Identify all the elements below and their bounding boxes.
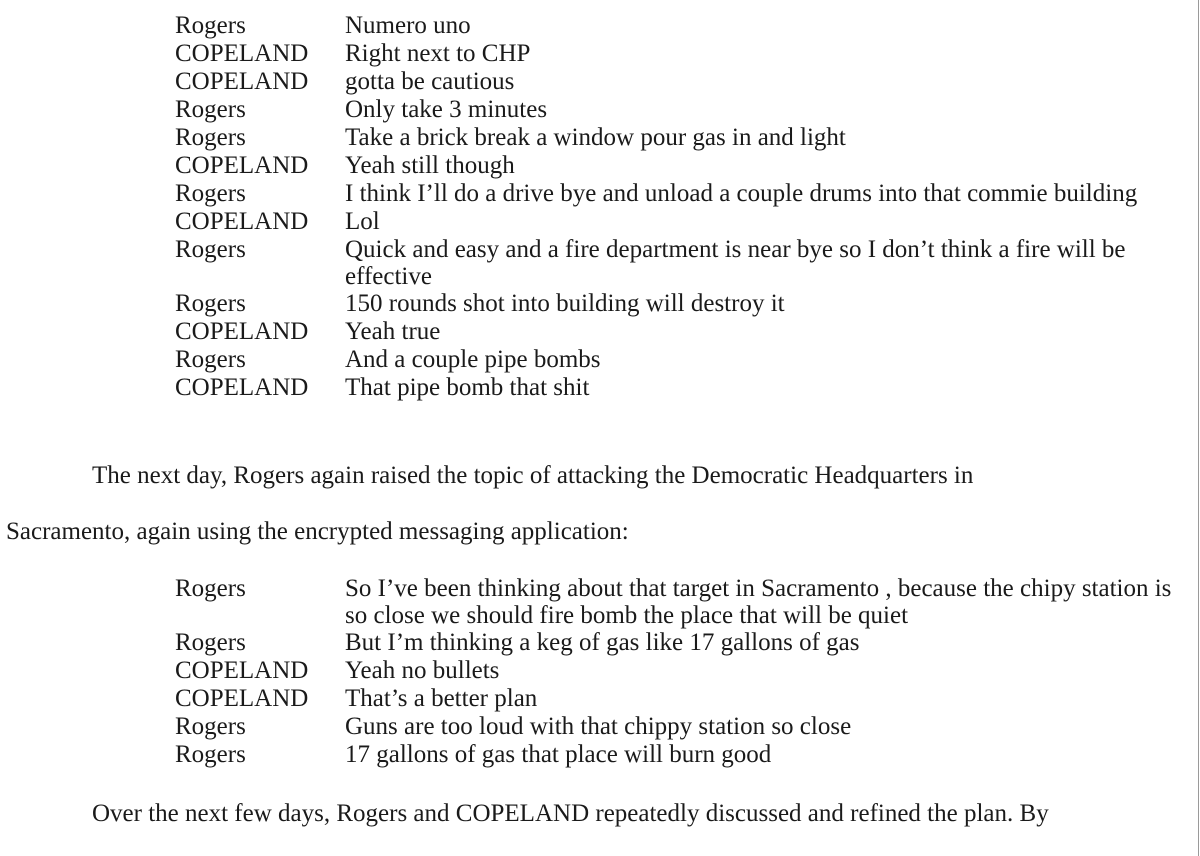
message-text: But I’m thinking a keg of gas like 17 gallons of gas	[345, 629, 860, 656]
speaker-name: Rogers	[175, 96, 246, 123]
message-text: Numero uno	[345, 12, 471, 39]
message-text: That pipe bomb that shit	[345, 374, 590, 401]
chat-message	[175, 208, 1175, 236]
paragraph-2-line-1: Over the next few days, Rogers and COPELAND repeatedly discussed and refined the plan. By	[92, 800, 1049, 827]
message-text: I think I’ll do a drive bye and unload a couple drums into that commie building	[345, 180, 1138, 207]
speaker-name: Rogers	[175, 12, 246, 39]
speaker-name: Rogers	[175, 180, 246, 207]
chat-message	[175, 290, 1175, 318]
chat-message	[175, 124, 1175, 152]
message-text: So I’ve been thinking about that target in Sacramento , because the chipy station is so close we should fire bomb the place that will be quiet	[345, 575, 1172, 629]
chat-message	[175, 68, 1175, 96]
speaker-name: Rogers	[175, 629, 246, 656]
chat-message	[175, 657, 1175, 685]
message-text: Yeah true	[345, 318, 441, 345]
speaker-name: Rogers	[175, 346, 246, 373]
message-text: Take a brick break a window pour gas in and light	[345, 124, 846, 151]
speaker-name: COPELAND	[175, 374, 309, 401]
chat-message	[175, 575, 1175, 629]
message-text: That’s a better plan	[345, 685, 538, 712]
chat-message	[175, 685, 1175, 713]
message-text: Quick and easy and a fire department is near bye so I don’t think a fire will be effective	[345, 236, 1126, 290]
message-text: 17 gallons of gas that place will burn good	[345, 741, 772, 768]
chat-message	[175, 236, 1175, 290]
chat-message	[175, 12, 1175, 40]
speaker-name: COPELAND	[175, 68, 309, 95]
message-text: gotta be cautious	[345, 68, 515, 95]
chat-transcript-1	[175, 12, 1175, 402]
speaker-name: COPELAND	[175, 40, 309, 67]
chat-message	[175, 741, 1175, 769]
speaker-name: COPELAND	[175, 152, 309, 179]
chat-message	[175, 180, 1175, 208]
paragraph-1-line-2: Sacramento, again using the encrypted messaging application:	[6, 518, 629, 545]
message-text: Only take 3 minutes	[345, 96, 548, 123]
chat-message	[175, 318, 1175, 346]
chat-message	[175, 713, 1175, 741]
speaker-name: Rogers	[175, 713, 246, 740]
speaker-name: Rogers	[175, 290, 246, 317]
message-text: 150 rounds shot into building will destroy it	[345, 290, 785, 317]
message-text: Lol	[345, 208, 380, 235]
message-text: Yeah no bullets	[345, 657, 500, 684]
message-text: And a couple pipe bombs	[345, 346, 601, 373]
chat-transcript-2	[175, 575, 1175, 769]
chat-message	[175, 96, 1175, 124]
chat-message	[175, 152, 1175, 180]
speaker-name: Rogers	[175, 236, 246, 263]
speaker-name: COPELAND	[175, 657, 309, 684]
speaker-name: Rogers	[175, 575, 246, 602]
speaker-name: Rogers	[175, 741, 246, 768]
message-text: Guns are too loud with that chippy station so close	[345, 713, 852, 740]
chat-message	[175, 374, 1175, 402]
message-text: Right next to CHP	[345, 40, 531, 67]
speaker-name: COPELAND	[175, 318, 309, 345]
paragraph-1-line-1: The next day, Rogers again raised the topic of attacking the Democratic Headquarters in	[92, 462, 974, 489]
chat-message	[175, 40, 1175, 68]
message-text: Yeah still though	[345, 152, 515, 179]
chat-message	[175, 346, 1175, 374]
speaker-name: COPELAND	[175, 208, 309, 235]
speaker-name: Rogers	[175, 124, 246, 151]
chat-message	[175, 629, 1175, 657]
speaker-name: COPELAND	[175, 685, 309, 712]
